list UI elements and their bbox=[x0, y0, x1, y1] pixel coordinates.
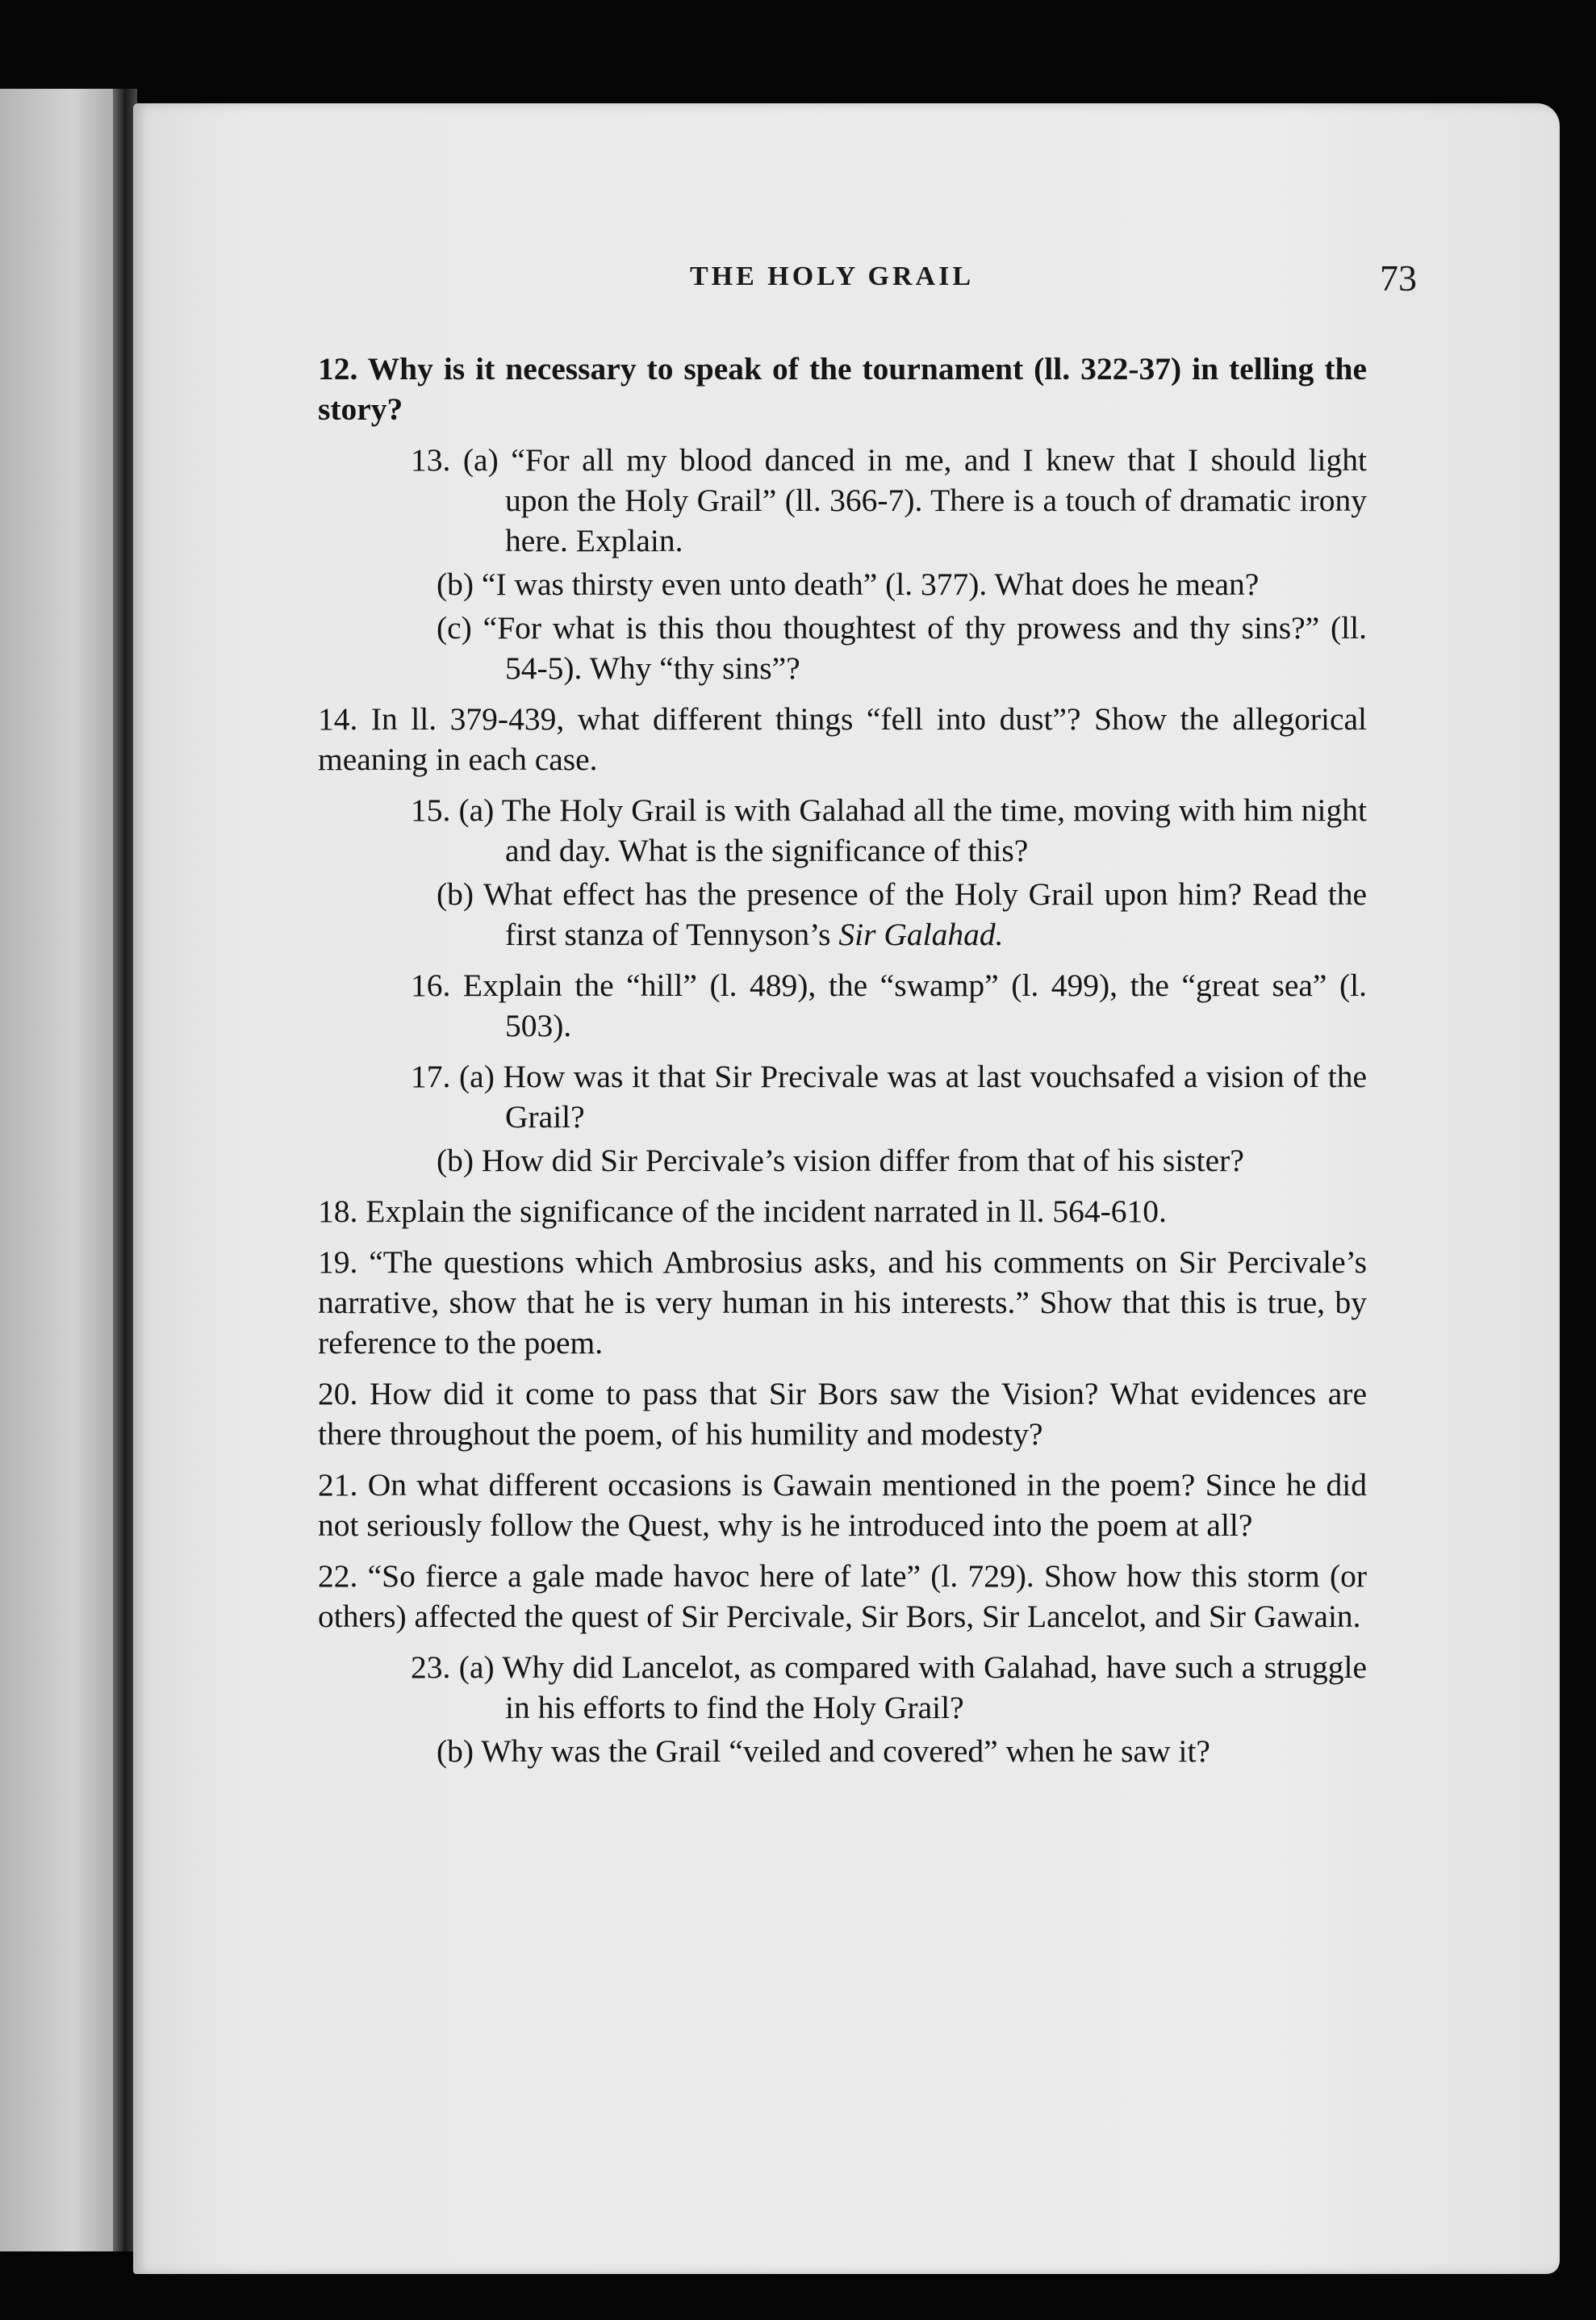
question-16: 16. Explain the “hill” (l. 489), the “swamp” (l. 499), the “great sea” (l. 503). bbox=[411, 968, 1367, 1043]
facing-page-edge bbox=[0, 89, 121, 2251]
question-13a: 13. (a) “For all my blood danced in me, and I knew that I should light upon the Holy Grail” (ll. 366-7). There is a touch of dramatic irony here. Explain. bbox=[411, 442, 1367, 558]
question-19: 19. “The questions which Ambrosius asks, and his comments on Sir Percivale’s narrative, show that he is very human in his interests.” Show that this is true, by reference to the poem. bbox=[318, 1244, 1367, 1361]
question-15b-text: (b) What effect has the presence of the Holy Grail upon him? Read the first stanza of Tennyson’s bbox=[437, 876, 1367, 952]
question-15b bbox=[318, 874, 1367, 955]
question-17b: (b) How did Sir Percivale’s vision differ from that of his sister? bbox=[437, 1143, 1244, 1178]
question-13b: (b) “I was thirsty even unto death” (l. 377). What does he mean? bbox=[437, 566, 1260, 602]
question-18: 18. Explain the significance of the incident narrated in ll. 564-610. bbox=[318, 1193, 1167, 1229]
question-14: 14. In ll. 379-439, what different things “fell into dust”? Show the allegorical meaning in each case. bbox=[318, 701, 1367, 777]
question-17a: 17. (a) How was it that Sir Precivale was at last vouchsafed a vision of the Grail? bbox=[411, 1059, 1367, 1135]
question-23b: (b) Why was the Grail “veiled and covered” when he saw it? bbox=[437, 1733, 1210, 1769]
page-number: 73 bbox=[1380, 257, 1417, 299]
question-20: 20. How did it come to pass that Sir Bors saw the Vision? What evidences are there throughout the poem, of his humility and modesty? bbox=[318, 1376, 1367, 1452]
question-23a: 23. (a) Why did Lancelot, as compared with Galahad, have such a struggle in his efforts to find the Holy Grail? bbox=[411, 1649, 1367, 1725]
page-header bbox=[690, 257, 1417, 302]
question-15b-title: Sir Galahad. bbox=[838, 917, 1004, 952]
question-13c: (c) “For what is this thou thoughtest of thy prowess and thy sins?” (ll. 54-5). Why “thy sins”? bbox=[437, 610, 1367, 686]
question-22: 22. “So fierce a gale made havoc here of late” (l. 729). Show how this storm (or others) affected the quest of Sir Percivale, Sir Bors, Sir Lancelot, and Sir Gawain. bbox=[318, 1558, 1367, 1634]
question-12: 12. Why is it necessary to speak of the tournament (ll. 322-37) in telling the story? bbox=[318, 351, 1367, 427]
question-list bbox=[318, 349, 1367, 1782]
question-15a: 15. (a) The Holy Grail is with Galahad all the time, moving with him night and day. What is the significance of this? bbox=[411, 792, 1367, 868]
question-21: 21. On what different occasions is Gawain mentioned in the poem? Since he did not seriously follow the Quest, why is he introduced into the poem at all? bbox=[318, 1467, 1367, 1543]
running-title: THE HOLY GRAIL bbox=[690, 261, 975, 291]
